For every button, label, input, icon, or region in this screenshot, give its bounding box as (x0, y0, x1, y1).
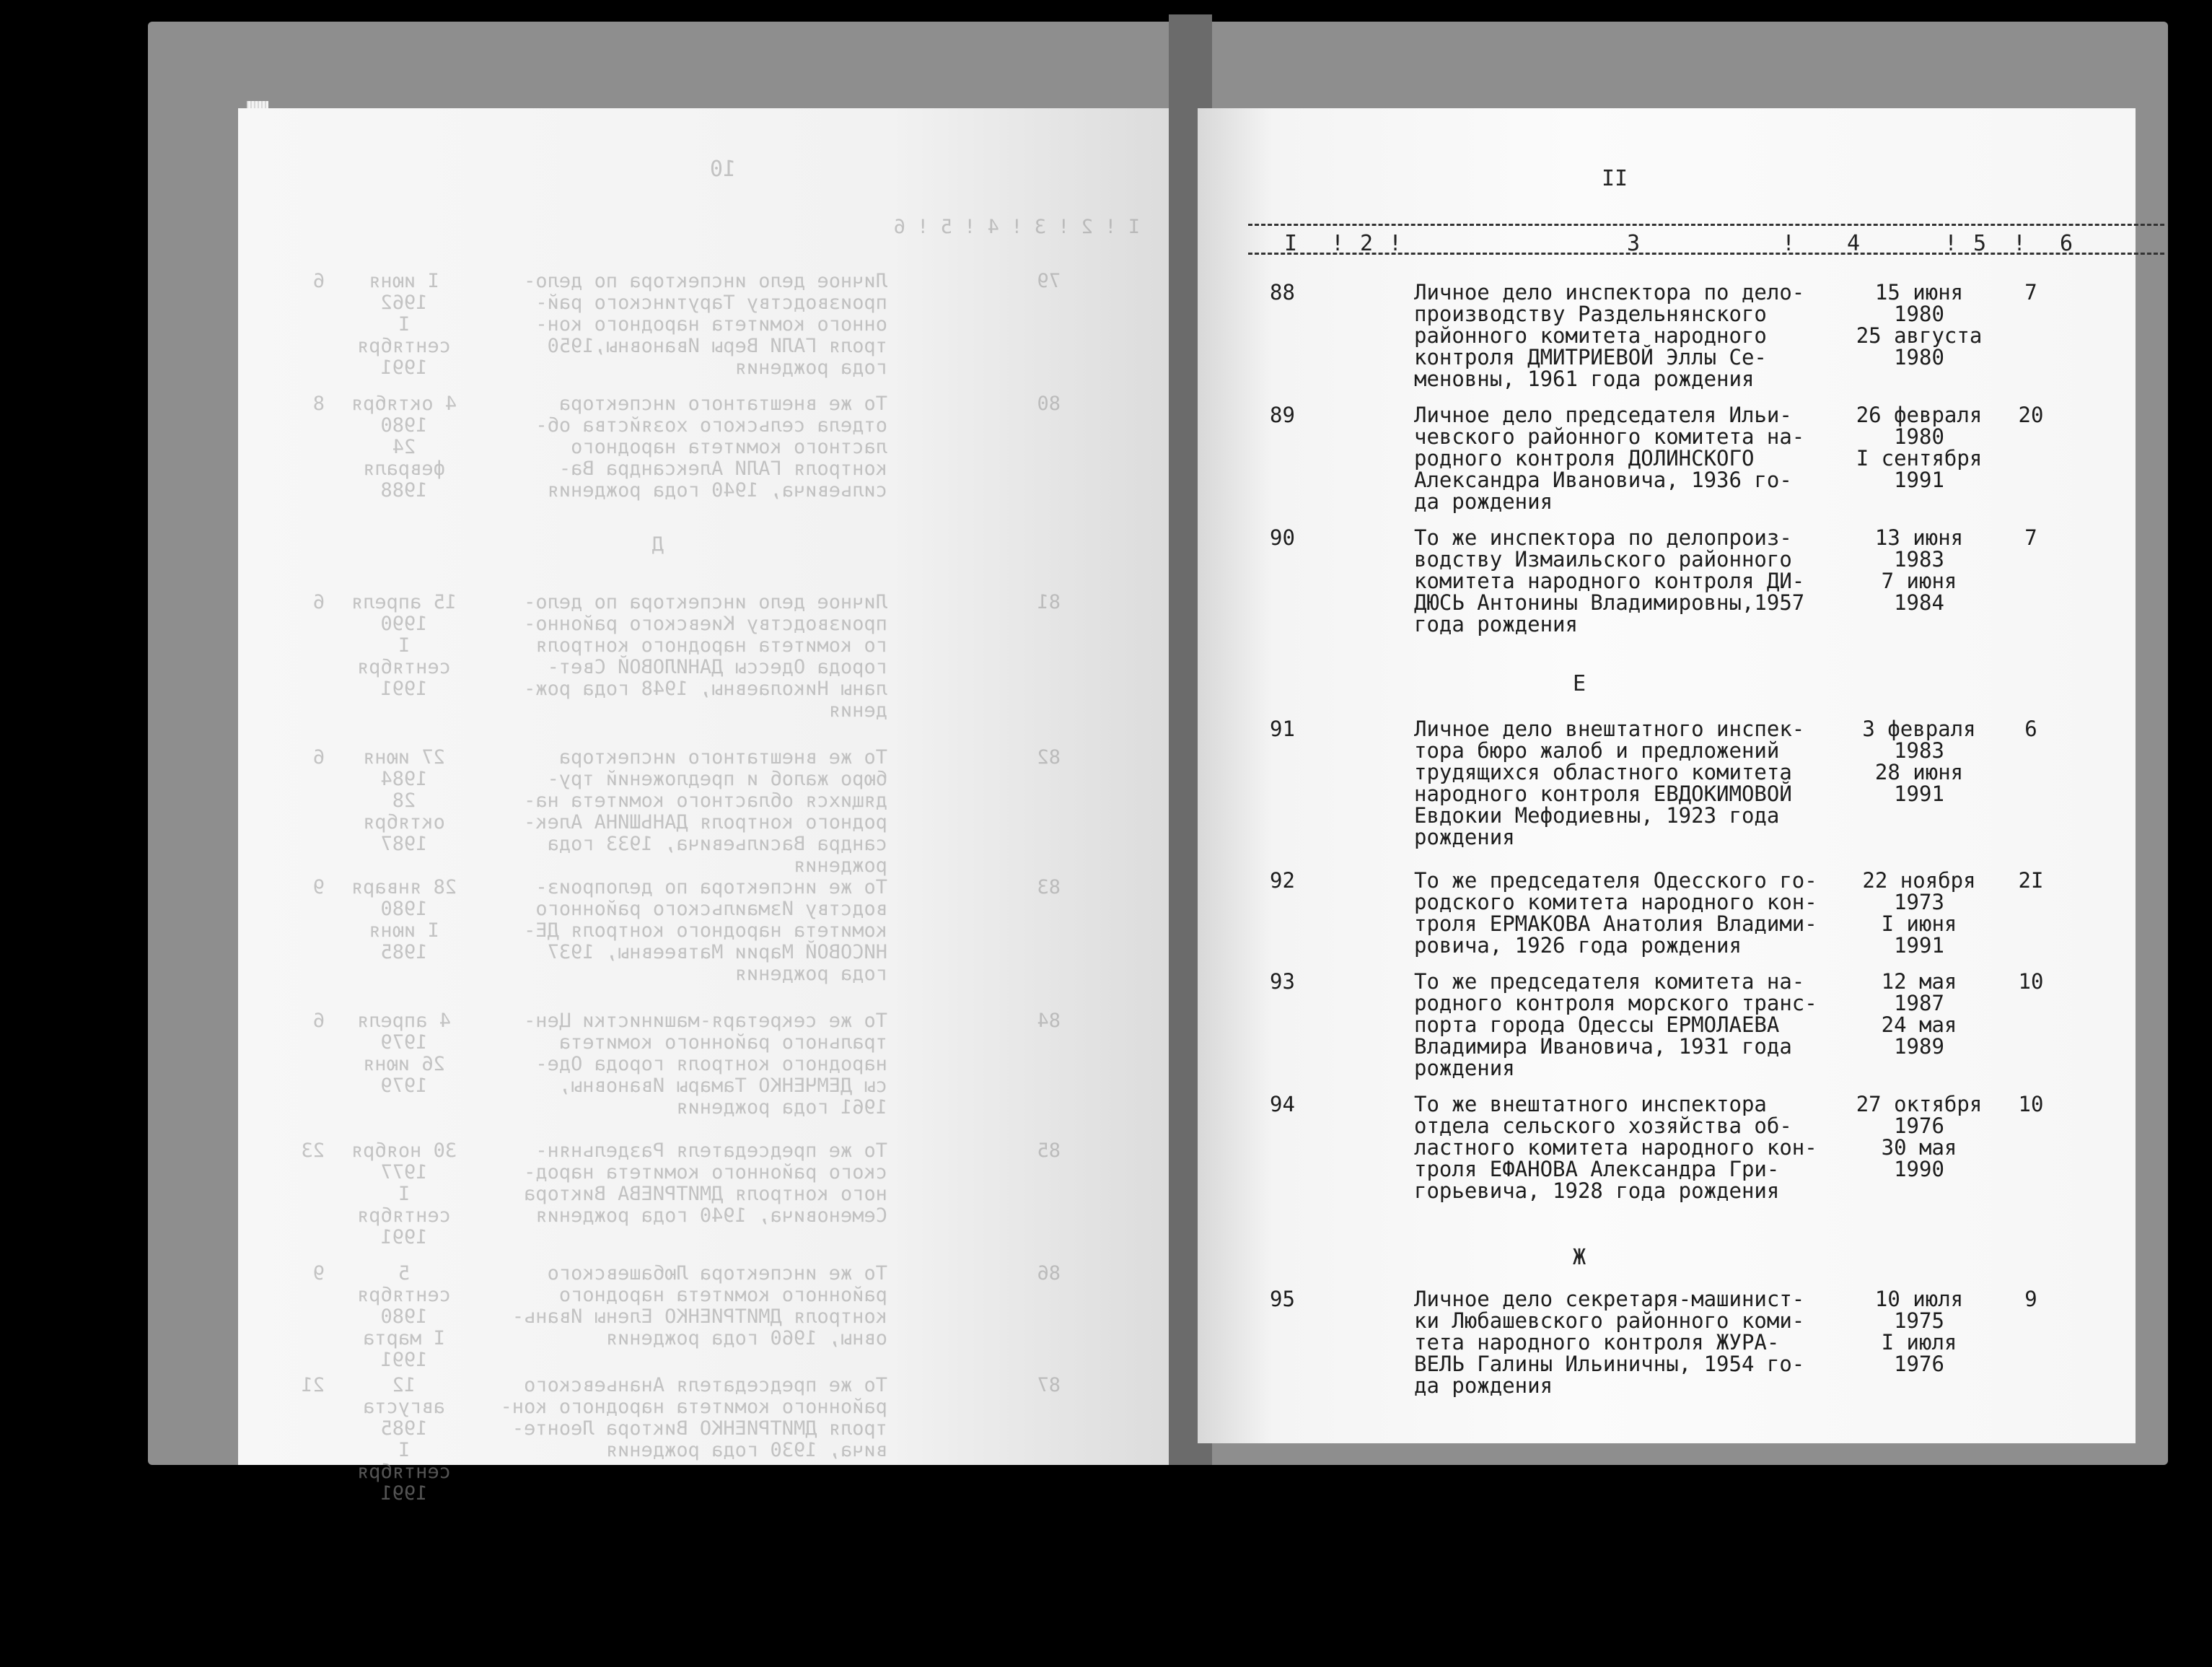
left-entry-sheet-count: 6 (312, 1010, 325, 1032)
entry-number: 92 (1270, 868, 1295, 893)
entry-sheet-count: 7 (2024, 280, 2037, 305)
entry-sheet-count: 6 (2024, 717, 2037, 741)
section-letter-e: Е (1573, 671, 1586, 696)
entry-date2: I июня (1881, 911, 1957, 936)
left-entry-description: То же председателя Ананьевского районного комитета народного кон- троля ДМИТРИЕНКО Виктора Леонте- вича, 1930 года рождения (500, 1374, 887, 1461)
entry-number: 91 (1270, 717, 1295, 741)
right-page (1198, 108, 2136, 1443)
entry-date2: 7 июня (1881, 569, 1957, 593)
left-entry-number: 81 (1037, 591, 1061, 613)
header-col-3: 3 (1627, 231, 1641, 256)
entry-description: То же внештатного инспектора отдела сельского хозяйства об- ластного комитета народного кон- троля ЕФАНОВА Александра Гри- горьевича, 1928 года рождения (1414, 1092, 1817, 1203)
entry-year2: 1991 (1894, 782, 1944, 806)
entry-number: 93 (1270, 969, 1295, 994)
entry-date1: 26 февраля (1856, 403, 1983, 427)
entry-dates (1840, 870, 1998, 956)
left-entry-number: 87 (1037, 1374, 1061, 1396)
header-col-5: 5 (1973, 231, 1987, 256)
entry-sheet-count: 9 (2024, 1287, 2037, 1311)
entry-year1: 1980 (1894, 302, 1944, 326)
entry-year2: 1991 (1894, 933, 1944, 958)
entry-number: 90 (1270, 525, 1295, 550)
left-entry-description: То же инспектора Любашевского районного комитета народного контроля ДМИТРИЕНКО Елены Ивань- овны, 1960 года рождения (512, 1262, 887, 1349)
left-entry-number: 86 (1037, 1262, 1061, 1285)
entry-dates (1840, 281, 1998, 368)
left-page-header: I ! 2 ! 3 ! 4 ! 5 ! 6 (893, 216, 1140, 238)
entry-date2: I июля (1881, 1330, 1957, 1355)
entry-description: Личное дело секретаря-машинист- ки Любашевского районного коми- тета народного контроля ЖУРА- ВЕЛЬ Галины Ильиничны, 1954 го- да рождения (1414, 1287, 1805, 1398)
header-sep-5: ! (2013, 231, 2027, 256)
left-entry-number: 83 (1037, 876, 1061, 898)
left-entry-dates: 27 июня 1984 28 октября 1987 (363, 746, 445, 855)
entry-year1: 1976 (1894, 1113, 1944, 1138)
header-sep-1: ! (1331, 231, 1345, 256)
entry-year2: 1976 (1894, 1352, 1944, 1376)
entry-year1: 1975 (1894, 1308, 1944, 1333)
entry-dates (1840, 718, 1998, 805)
left-entry-dates: 4 апреля 1979 26 июня 1979 (356, 1010, 452, 1097)
left-entry-dates: 5 сентября 1980 I марта 1991 (356, 1262, 452, 1371)
left-entry-dates: 15 апреля 1990 I сентября 1991 (351, 591, 457, 700)
left-entry-number: 80 (1037, 393, 1061, 415)
entry-date2: I сентября (1856, 446, 1983, 471)
entry-year2: 1989 (1894, 1034, 1944, 1059)
entry-year2: 1980 (1894, 345, 1944, 369)
entry-date1: 3 февраля (1862, 717, 1976, 741)
left-page-mirrored-text (238, 108, 1169, 1505)
entry-description: Личное дело председателя Ильи- чевского районного комитета на- родного контроля ДОЛИНСКОГО Александра Ивановича, 1936 го- да рождения (1414, 403, 1805, 514)
left-entry-sheet-count: 8 (312, 393, 325, 415)
left-entry-description: То же секретаря-машинистки Цен- трального районного комитета народного контроля города Оде- сы ДЕМЧЕНКО Тамары Ивановны, 1961 года рождения (524, 1010, 887, 1119)
entry-date2: 25 августа (1856, 323, 1983, 348)
left-entry-sheet-count: 6 (312, 746, 325, 769)
left-entry-sheet-count: 23 (301, 1139, 325, 1162)
header-rule-bottom (1248, 253, 2164, 255)
left-entry-sheet-count: 6 (312, 591, 325, 613)
left-page-number: 10 (709, 157, 736, 182)
entry-date1: 12 мая (1881, 969, 1957, 994)
entry-sheet-count: 2I (2018, 868, 2044, 893)
entry-year2: 1990 (1894, 1157, 1944, 1181)
page-number: II (1602, 166, 1628, 191)
entry-number: 94 (1270, 1092, 1295, 1116)
header-sep-2: ! (1389, 231, 1403, 256)
entry-description: Личное дело внештатного инспек- тора бюро жалоб и предложений трудящихся областного комитета народного контроля ЕВДОКИМОВОЙ Евдокии Мефодиевны, 1923 года рождения (1414, 717, 1805, 849)
entry-date2: 28 июня (1874, 760, 1964, 784)
entry-year2: 1984 (1894, 590, 1944, 615)
entry-year1: 1987 (1894, 991, 1944, 1015)
entry-date1: 15 июня (1874, 280, 1964, 305)
left-page (238, 108, 1169, 1505)
header-col-4: 4 (1847, 231, 1861, 256)
left-entry-sheet-count: 9 (312, 1262, 325, 1285)
entry-description: То же инспектора по делопроиз- водству Измаильского районного комитета народного контроля ДИ- ДЮСЬ Антонины Владимировны,1957 года рождения (1414, 525, 1805, 636)
entry-year1: 1980 (1894, 424, 1944, 449)
entry-date1: 13 июня (1874, 525, 1964, 550)
entry-sheet-count: 10 (2018, 969, 2044, 994)
entry-dates (1840, 1093, 1998, 1180)
header-col-1: I (1284, 231, 1298, 256)
header-col-2: 2 (1360, 231, 1374, 256)
left-entry-sheet-count: 9 (312, 876, 325, 898)
left-entry-sheet-count: 21 (301, 1374, 325, 1396)
left-entry-description: Личное дело инспектора по дело- производству Тарутинского рай- онного комитета народного кон- троля ГАЛИ Веры Ивановны,1950 года рождения (524, 270, 887, 379)
left-entry-dates: 12 августа 1985 I сентября 1991 (356, 1374, 452, 1505)
entry-dates (1840, 971, 1998, 1057)
entry-description: То же председателя комитета на- родного контроля морского транс- порта города Одессы ЕРМОЛАЕВА Владимира Ивановича, 1931 года рождения (1414, 969, 1817, 1080)
left-section-letter: Д (651, 533, 664, 556)
left-entry-description: То же инспектора по делопроиз- водству Измаильского районного комитета народного контроля ДЕ- НИСОВОЙ Марии Матвеевны, 1937 года рождения (524, 876, 887, 985)
header-rule-top (1248, 224, 2164, 226)
entry-number: 89 (1270, 403, 1295, 427)
entry-description: Личное дело инспектора по дело- производству Раздельнянского районного комитета народного контроля ДМИТРИЕВОЙ Эллы Се- меновны, 1961 года рождения (1414, 280, 1805, 391)
entry-date1: 27 октября (1856, 1092, 1983, 1116)
left-entry-sheet-count: 6 (312, 270, 325, 292)
entry-number: 95 (1270, 1287, 1295, 1311)
header-sep-4: ! (1944, 231, 1958, 256)
left-entry-description: То же внештатного инспектора отдела сельского хозяйства об- ластного комитета народного контроля ГАЛИ Александра Ва- сильевича, 1940 года рождения (535, 393, 887, 502)
entry-sheet-count: 10 (2018, 1092, 2044, 1116)
entry-sheet-count: 20 (2018, 403, 2044, 427)
left-entry-number: 85 (1037, 1139, 1061, 1162)
entry-dates (1840, 1288, 1998, 1375)
left-entry-number: 84 (1037, 1010, 1061, 1032)
left-entry-dates: 4 октября 1980 24 февраля 1988 (351, 393, 457, 502)
entry-description: То же председателя Одесского го- родского комитета народного кон- троля ЕРМАКОВА Анатолия Владими- ровича, 1926 года рождения (1414, 868, 1817, 958)
left-entry-description: То же председателя Раздельнян- ского районного комитета народ- ного контроля ДМИТРИЕВА Виктора Семеновича, 1940 года рождения (524, 1139, 887, 1227)
section-letter-zh: Ж (1573, 1245, 1586, 1270)
entry-date1: 22 ноября (1862, 868, 1976, 893)
left-entry-dates: 30 ноября 1977 I сентября 1991 (351, 1139, 457, 1248)
entry-year2: 1991 (1894, 468, 1944, 492)
left-entry-number: 82 (1037, 746, 1061, 769)
left-entry-number: 79 (1037, 270, 1061, 292)
left-entry-dates: I июня 1962 I сентября 1991 (356, 270, 452, 379)
left-entry-description: То же внештатного инспектора бюро жалоб и предложений тру- дящихся областного комитета на- родного контроля ДАНЬШИНА Алек- сандра Васильевича, 1933 года рождения (524, 746, 887, 877)
entry-date2: 24 мая (1881, 1012, 1957, 1037)
header-sep-3: ! (1782, 231, 1796, 256)
left-entry-description: Личное дело инспектора по дело- производству Киевского районно- го комитета народного контроля города Одессы ДАНИЛОВОЙ Свет- ланы Николаевны, 1948 года рож- дения (524, 591, 887, 722)
entry-year1: 1983 (1894, 547, 1944, 572)
entry-year1: 1983 (1894, 738, 1944, 763)
entry-date2: 30 мая (1881, 1135, 1957, 1160)
entry-year1: 1973 (1894, 890, 1944, 914)
entry-dates (1840, 527, 1998, 613)
entry-sheet-count: 7 (2024, 525, 2037, 550)
entry-number: 88 (1270, 280, 1295, 305)
left-entry-dates: 28 января 1980 I июня 1985 (351, 876, 457, 963)
entry-date1: 10 июля (1874, 1287, 1964, 1311)
entry-dates (1840, 404, 1998, 491)
header-col-6: 6 (2060, 231, 2073, 256)
